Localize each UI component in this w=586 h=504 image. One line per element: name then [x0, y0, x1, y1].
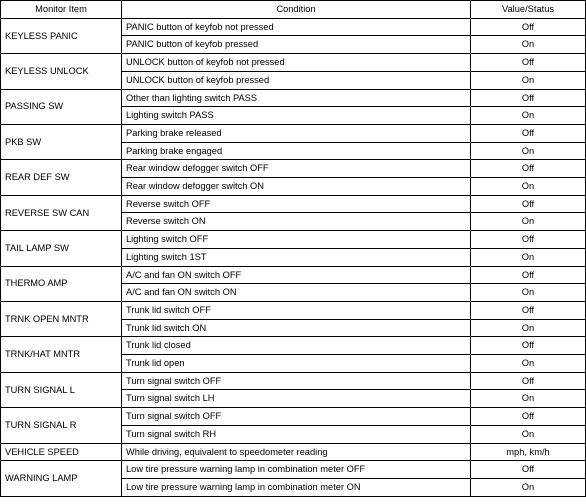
table-body — [1, 18, 586, 496]
value-status-cell: Off — [471, 231, 586, 249]
value-status-cell: On — [471, 425, 586, 443]
condition-cell: Lighting switch PASS — [122, 107, 471, 125]
monitor-item-name: PKB SW — [1, 124, 122, 159]
condition-cell: Trunk lid open — [122, 355, 471, 373]
table-row — [1, 337, 586, 355]
value-status-cell: mph, km/h — [471, 443, 586, 461]
table-row — [1, 195, 586, 213]
condition-cell: Other than lighting switch PASS — [122, 89, 471, 107]
condition-cell: Turn signal switch LH — [122, 390, 471, 408]
value-status-cell: On — [471, 178, 586, 196]
table-header-row — [1, 1, 586, 19]
value-status-cell: On — [471, 284, 586, 302]
monitor-item-name: KEYLESS UNLOCK — [1, 54, 122, 89]
header-value-status: Value/Status — [471, 1, 586, 19]
monitor-item-name: TURN SIGNAL L — [1, 372, 122, 407]
value-status-cell: Off — [471, 337, 586, 355]
monitor-item-name: TURN SIGNAL R — [1, 408, 122, 443]
value-status-cell: Off — [471, 18, 586, 36]
value-status-cell: On — [471, 319, 586, 337]
condition-cell: UNLOCK button of keyfob not pressed — [122, 54, 471, 72]
monitor-item-name: REVERSE SW CAN — [1, 195, 122, 230]
condition-cell: Lighting switch 1ST — [122, 248, 471, 266]
condition-cell: Rear window defogger switch ON — [122, 178, 471, 196]
table-row — [1, 372, 586, 390]
condition-cell: Rear window defogger switch OFF — [122, 160, 471, 178]
value-status-cell: On — [471, 355, 586, 373]
table-row — [1, 266, 586, 284]
condition-cell: Turn signal switch OFF — [122, 372, 471, 390]
value-status-cell: On — [471, 248, 586, 266]
monitor-item-name: KEYLESS PANIC — [1, 18, 122, 53]
table-row — [1, 54, 586, 72]
table-row — [1, 160, 586, 178]
monitor-item-name: TAIL LAMP SW — [1, 231, 122, 266]
header-monitor-item: Monitor Item — [1, 1, 122, 19]
monitor-item-name: REAR DEF SW — [1, 160, 122, 195]
condition-cell: Reverse switch ON — [122, 213, 471, 231]
table-row — [1, 301, 586, 319]
condition-cell: Trunk lid switch OFF — [122, 301, 471, 319]
value-status-cell: On — [471, 107, 586, 125]
condition-cell: Reverse switch OFF — [122, 195, 471, 213]
condition-cell: PANIC button of keyfob not pressed — [122, 18, 471, 36]
value-status-cell: Off — [471, 54, 586, 72]
value-status-cell: Off — [471, 89, 586, 107]
condition-cell: Trunk lid closed — [122, 337, 471, 355]
value-status-cell: On — [471, 36, 586, 54]
table-row — [1, 443, 586, 461]
monitor-item-name: TRNK OPEN MNTR — [1, 301, 122, 336]
table-row — [1, 124, 586, 142]
value-status-cell: Off — [471, 461, 586, 479]
condition-cell: A/C and fan ON switch OFF — [122, 266, 471, 284]
table-row — [1, 231, 586, 249]
condition-cell: Lighting switch OFF — [122, 231, 471, 249]
condition-cell: PANIC button of keyfob pressed — [122, 36, 471, 54]
header-condition: Condition — [122, 1, 471, 19]
condition-cell: While driving, equivalent to speedometer reading — [122, 443, 471, 461]
condition-cell: A/C and fan ON switch ON — [122, 284, 471, 302]
condition-cell: Turn signal switch RH — [122, 425, 471, 443]
monitor-item-name: THERMO AMP — [1, 266, 122, 301]
condition-cell: Low tire pressure warning lamp in combination meter ON — [122, 478, 471, 496]
value-status-cell: On — [471, 142, 586, 160]
value-status-cell: Off — [471, 408, 586, 426]
value-status-cell: On — [471, 71, 586, 89]
condition-cell: Trunk lid switch ON — [122, 319, 471, 337]
condition-cell: UNLOCK button of keyfob pressed — [122, 71, 471, 89]
value-status-cell: Off — [471, 160, 586, 178]
value-status-cell: Off — [471, 301, 586, 319]
monitor-item-name: TRNK/HAT MNTR — [1, 337, 122, 372]
table-row — [1, 89, 586, 107]
table-row — [1, 461, 586, 479]
condition-cell: Low tire pressure warning lamp in combination meter OFF — [122, 461, 471, 479]
value-status-cell: On — [471, 478, 586, 496]
condition-cell: Parking brake released — [122, 124, 471, 142]
value-status-cell: On — [471, 390, 586, 408]
value-status-cell: Off — [471, 124, 586, 142]
monitor-item-name: PASSING SW — [1, 89, 122, 124]
table-row — [1, 18, 586, 36]
table-row — [1, 408, 586, 426]
value-status-cell: Off — [471, 195, 586, 213]
value-status-cell: Off — [471, 372, 586, 390]
value-status-cell: Off — [471, 266, 586, 284]
monitor-item-name: WARNING LAMP — [1, 461, 122, 496]
condition-cell: Parking brake engaged — [122, 142, 471, 160]
value-status-cell: On — [471, 213, 586, 231]
monitor-item-name: VEHICLE SPEED — [1, 443, 122, 461]
condition-cell: Turn signal switch OFF — [122, 408, 471, 426]
